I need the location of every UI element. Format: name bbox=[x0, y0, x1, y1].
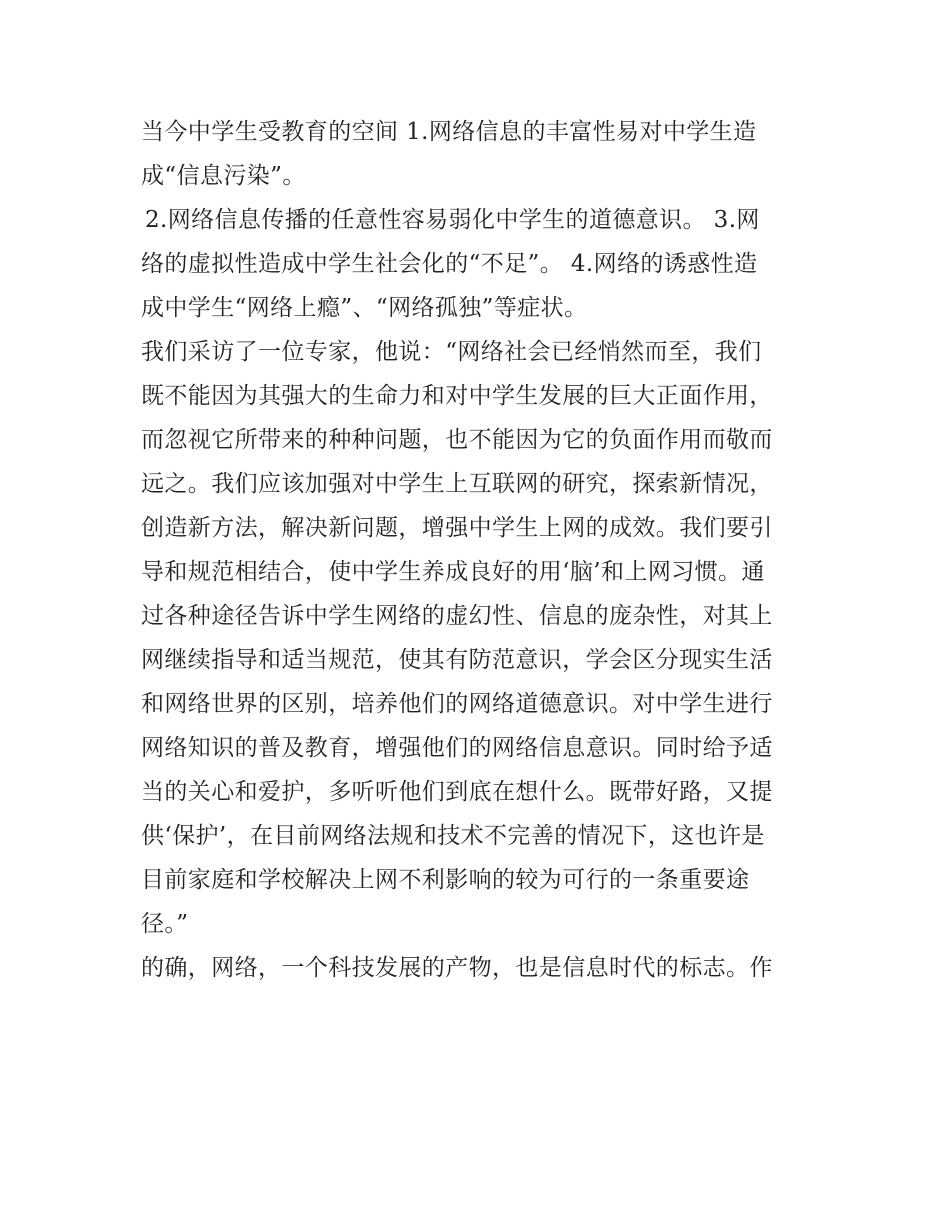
text-line: 供‘保护’，在目前网络法规和技术不完善的情况下，这也许是 bbox=[141, 823, 765, 849]
document-body bbox=[141, 110, 821, 990]
text-line: 成“信息污染”。 bbox=[141, 163, 306, 189]
text-line: 远之。我们应该加强对中学生上互联网的研究，探索新情况， bbox=[141, 471, 773, 497]
text-line: 既不能因为其强大的生命力和对中学生发展的巨大正面作用， bbox=[141, 383, 773, 409]
text-line: 径。” bbox=[141, 911, 189, 937]
text-line: 的确，网络，一个科技发展的产物，也是信息时代的标志。作 bbox=[141, 955, 773, 981]
text-line: 而忽视它所带来的种种问题，也不能因为它的负面作用而敬而 bbox=[141, 427, 773, 453]
text-line: 网继续指导和适当规范，使其有防范意识，学会区分现实生活 bbox=[141, 647, 773, 673]
text-line: 络的虚拟性造成中学生社会化的“不足”。 4.网络的诱惑性造 bbox=[141, 251, 758, 277]
text-line: 过各种途径告诉中学生网络的虚幻性、信息的庞杂性，对其上 bbox=[141, 603, 773, 629]
text-line: 目前家庭和学校解决上网不利影响的较为可行的一条重要途 bbox=[141, 867, 750, 893]
text-line: 和网络世界的区别，培养他们的网络道德意识。对中学生进行 bbox=[141, 691, 773, 717]
text-line: 当今中学生受教育的空间 1.网络信息的丰富性易对中学生造 bbox=[141, 119, 757, 145]
text-line: 网络知识的普及教育，增强他们的网络信息意识。同时给予适 bbox=[141, 735, 773, 761]
text-line: 当的关心和爱护，多听听他们到底在想什么。既带好路，又提 bbox=[141, 779, 773, 805]
text-line: 成中学生“网络上瘾”、“网络孤独”等症状。 bbox=[141, 295, 588, 321]
text-line: 创造新方法，解决新问题，增强中学生上网的成效。我们要引 bbox=[141, 515, 773, 541]
text-line: 我们采访了一位专家，他说：“网络社会已经悄然而至，我们 bbox=[141, 339, 762, 365]
text-line: 2.网络信息传播的任意性容易弱化中学生的道德意识。 3.网 bbox=[145, 207, 760, 233]
text-line: 导和规范相结合，使中学生养成良好的用‘脑’和上网习惯。通 bbox=[141, 559, 765, 585]
